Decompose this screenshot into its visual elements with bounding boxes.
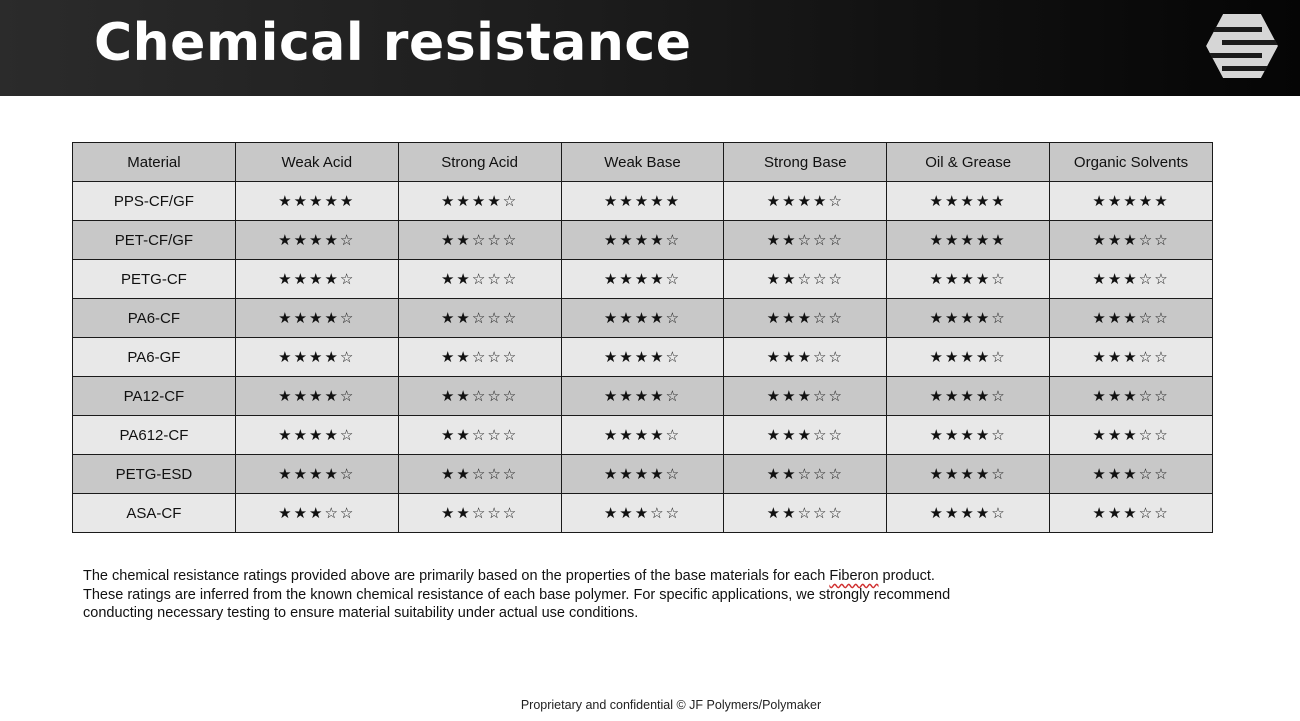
star-rating-cell: ★★☆☆☆	[398, 299, 561, 338]
star-rating-cell: ★★★☆☆	[235, 494, 398, 533]
star-rating-cell: ★★★★★	[1050, 182, 1213, 221]
star-rating-cell: ★★★★★	[887, 221, 1050, 260]
material-cell: PA6-GF	[73, 338, 236, 377]
star-rating-cell: ★★★★☆	[398, 182, 561, 221]
star-rating-cell: ★★★☆☆	[1050, 377, 1213, 416]
header-oil-grease: Oil & Grease	[887, 143, 1050, 182]
header-weak-acid: Weak Acid	[235, 143, 398, 182]
material-cell: PA12-CF	[73, 377, 236, 416]
star-rating-cell: ★★★★☆	[887, 455, 1050, 494]
star-rating-cell: ★★☆☆☆	[398, 494, 561, 533]
header-material: Material	[73, 143, 236, 182]
table-row	[73, 416, 1213, 455]
star-rating-cell: ★★★☆☆	[1050, 338, 1213, 377]
table-row	[73, 377, 1213, 416]
table-header-row	[73, 143, 1213, 182]
star-rating-cell: ★★☆☆☆	[398, 416, 561, 455]
table-row	[73, 182, 1213, 221]
material-cell: PET-CF/GF	[73, 221, 236, 260]
star-rating-cell: ★★★★☆	[561, 338, 724, 377]
star-rating-cell: ★★★☆☆	[1050, 260, 1213, 299]
star-rating-cell: ★★★★☆	[235, 416, 398, 455]
star-rating-cell: ★★★★★	[561, 182, 724, 221]
star-rating-cell: ★★★★☆	[235, 338, 398, 377]
material-cell: PA6-CF	[73, 299, 236, 338]
star-rating-cell: ★★☆☆☆	[724, 221, 887, 260]
star-rating-cell: ★★★☆☆	[1050, 494, 1213, 533]
star-rating-cell: ★★★☆☆	[1050, 221, 1213, 260]
star-rating-cell: ★★★★☆	[235, 299, 398, 338]
disclaimer-text-end: product. These ratings are inferred from the known chemical resistance of each base polymer. For specific applications, we strongly recommend conducting necessary testing to ensure material suitability under actual use conditions.	[83, 568, 951, 621]
material-cell: PETG-CF	[73, 260, 236, 299]
star-rating-cell: ★★★★☆	[887, 338, 1050, 377]
star-rating-cell: ★★☆☆☆	[398, 260, 561, 299]
star-rating-cell: ★★★★☆	[235, 221, 398, 260]
table-row	[73, 494, 1213, 533]
header-strong-base: Strong Base	[724, 143, 887, 182]
material-cell: PETG-ESD	[73, 455, 236, 494]
table-body	[73, 182, 1213, 533]
title-banner	[0, 0, 1300, 96]
star-rating-cell: ★★★★☆	[561, 416, 724, 455]
star-rating-cell: ★★★☆☆	[1050, 299, 1213, 338]
star-rating-cell: ★★★★☆	[561, 299, 724, 338]
star-rating-cell: ★★★★☆	[235, 455, 398, 494]
star-rating-cell: ★★★★☆	[887, 377, 1050, 416]
star-rating-cell: ★★★★☆	[561, 260, 724, 299]
star-rating-cell: ★★★☆☆	[1050, 416, 1213, 455]
star-rating-cell: ★★★★☆	[561, 221, 724, 260]
chemical-resistance-table	[72, 142, 1213, 533]
star-rating-cell: ★★☆☆☆	[398, 338, 561, 377]
table-row	[73, 338, 1213, 377]
disclaimer-text-start: The chemical resistance ratings provided above are primarily based on the properties of the base materials for each	[83, 568, 830, 584]
star-rating-cell: ★★☆☆☆	[398, 221, 561, 260]
star-rating-cell: ★★★★☆	[561, 455, 724, 494]
star-rating-cell: ★★★☆☆	[724, 377, 887, 416]
material-cell: PPS-CF/GF	[73, 182, 236, 221]
table-row	[73, 299, 1213, 338]
star-rating-cell: ★★★★★	[235, 182, 398, 221]
table-row	[73, 260, 1213, 299]
star-rating-cell: ★★★★★	[887, 182, 1050, 221]
star-rating-cell: ★★★☆☆	[724, 416, 887, 455]
star-rating-cell: ★★☆☆☆	[724, 260, 887, 299]
material-cell: ASA-CF	[73, 494, 236, 533]
table-row	[73, 455, 1213, 494]
star-rating-cell: ★★★★☆	[887, 416, 1050, 455]
star-rating-cell: ★★★☆☆	[724, 338, 887, 377]
footer-confidentiality: Proprietary and confidential © JF Polymers/Polymaker	[520, 698, 822, 712]
star-rating-cell: ★★★★☆	[235, 260, 398, 299]
disclaimer-paragraph	[83, 567, 953, 623]
star-rating-cell: ★★☆☆☆	[398, 455, 561, 494]
star-rating-cell: ★★☆☆☆	[724, 455, 887, 494]
table-row	[73, 221, 1213, 260]
star-rating-cell: ★★★★☆	[724, 182, 887, 221]
star-rating-cell: ★★★★☆	[887, 260, 1050, 299]
slide-title: Chemical resistance	[94, 13, 692, 73]
header-organic-solvents: Organic Solvents	[1050, 143, 1213, 182]
star-rating-cell: ★★★☆☆	[1050, 455, 1213, 494]
star-rating-cell: ★★☆☆☆	[398, 377, 561, 416]
star-rating-cell: ★★★☆☆	[561, 494, 724, 533]
star-rating-cell: ★★★★☆	[887, 299, 1050, 338]
polymaker-logo-icon	[1204, 10, 1280, 82]
header-weak-base: Weak Base	[561, 143, 724, 182]
spellcheck-flagged-word: Fiberon	[829, 568, 879, 584]
header-strong-acid: Strong Acid	[398, 143, 561, 182]
star-rating-cell: ★★★☆☆	[724, 299, 887, 338]
star-rating-cell: ★★☆☆☆	[724, 494, 887, 533]
star-rating-cell: ★★★★☆	[235, 377, 398, 416]
star-rating-cell: ★★★★☆	[887, 494, 1050, 533]
star-rating-cell: ★★★★☆	[561, 377, 724, 416]
material-cell: PA612-CF	[73, 416, 236, 455]
